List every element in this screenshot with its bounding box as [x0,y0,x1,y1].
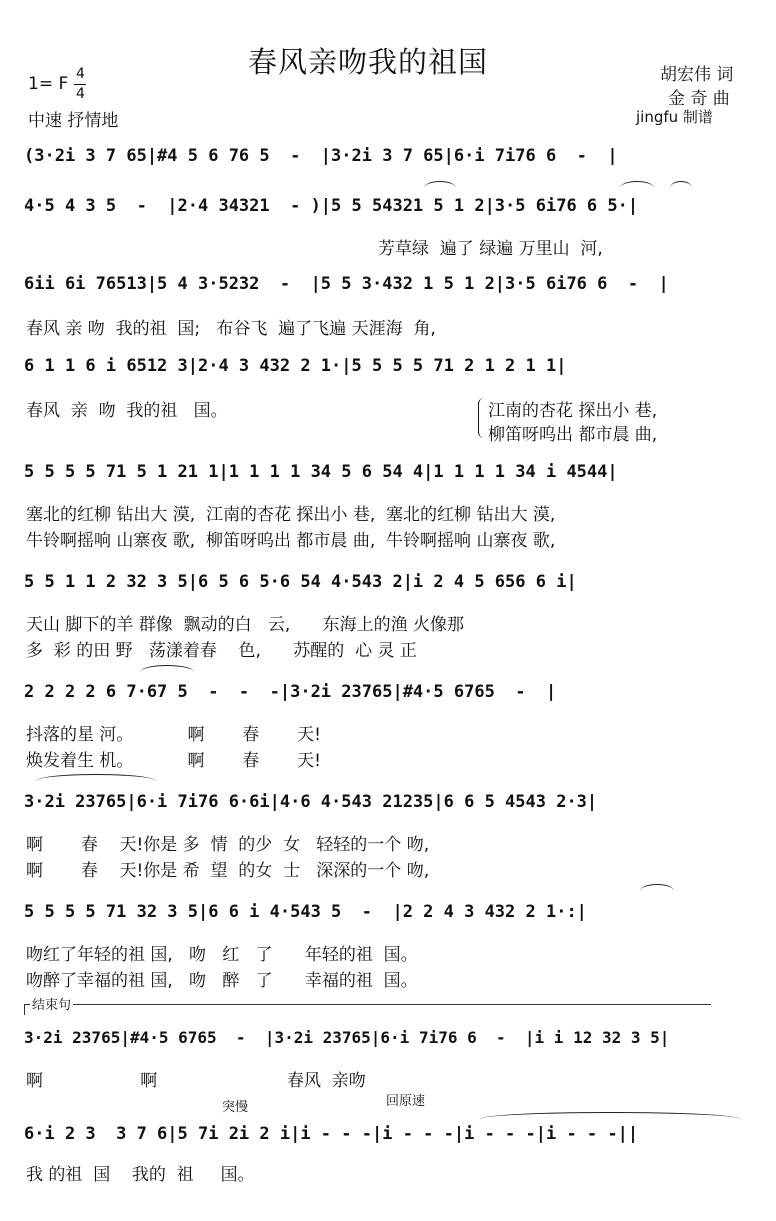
system-8-lyrics-1: 啊 春 天!你是 多 情 的少 女 轻轻的一个 吻, [26,835,430,855]
system-6-notes: 5 5 1 1 2 32 3 5|6 5 6 5·6 54 4·543 2|i 2 4 5 656 6 i| [24,572,577,592]
system-4-lyrics-1: 春风 亲 吻 我的祖 国。 [26,401,228,421]
slowdown-marking: 突慢 [222,1100,249,1115]
a-tempo-marking: 回原速 [386,1094,426,1109]
system-2-notes: 4·5 4 3 5 - |2·4 34321 - )|5 5 54321 5 1 2|3·5 6i76 6 5·| [24,196,639,216]
system-9-notes: 5 5 5 5 71 32 3 5|6 6 i 4·543 5 - |2 2 4 3 432 2 1·:| [24,902,587,922]
ending-section-label: 结束句 [30,994,73,1013]
time-signature-numerator: 4 [76,66,85,82]
system-7-lyrics-1: 抖落的星 河。 啊 春 天! [26,725,321,745]
system-8-lyrics-2: 啊 春 天!你是 希 望 的女 士 深深的一个 吻, [26,861,430,881]
system-4-lyrics-3: 柳笛呀呜出 都市晨 曲, [488,425,658,445]
slur-mark [140,665,194,672]
ending-section-bracket [24,1004,711,1015]
system-8-notes: 3·2i 23765|6·i 7i76 6·6i|4·6 4·543 21235|6 6 5 4543 2·3| [24,792,598,812]
key-signature: 1= F [28,74,69,94]
system-5-lyrics-2: 牛铃啊摇响 山寨夜 歌, 柳笛呀呜出 都市晨 曲, 牛铃啊摇响 山寨夜 歌, [26,531,556,551]
composer-credit: 金 奇 曲 [668,89,730,109]
time-signature-divider [74,84,86,85]
lyricist-credit: 胡宏伟 词 [660,65,734,85]
song-title: 春风亲吻我的祖国 [248,45,489,79]
system-2-lyrics-1: 芳草绿 遍了 绿遍 万里山 河, [378,239,603,259]
system-4-verse-brace [478,398,485,438]
system-10-lyrics-1: 啊 啊 春风 亲吻 [26,1071,366,1091]
system-3-notes: 6ii 6i 76513|5 4 3·5232 - |5 5 3·432 1 5 1 2|3·5 6i76 6 - | [24,274,669,294]
slur-mark [620,181,654,188]
arranger-credit: jingfu 制谱 [636,108,713,126]
slur-mark [424,181,456,188]
tempo-marking: 中速 抒情地 [28,111,119,131]
slur-mark [36,774,156,781]
system-7-lyrics-2: 焕发着生 机。 啊 春 天! [26,751,321,771]
system-9-lyrics-1: 吻红了年轻的祖 国, 吻 红 了 年轻的祖 国。 [26,945,418,965]
system-6-lyrics-2: 多 彩 的田 野 荡漾着春 色, 苏醒的 心 灵 正 [26,641,417,661]
system-4-notes: 6 1 1 6 i 6512 3|2·4 3 432 2 1·|5 5 5 5 71 2 1 2 1 1| [24,356,567,376]
system-5-notes: 5 5 5 5 71 5 1 21 1|1 1 1 1 34 5 6 54 4|1 1 1 1 34 i 4544| [24,462,618,482]
system-11-notes: 6·i 2 3 3 7 6|5 7i 2i 2 i|i - - -|i - - -|i - - -|i - - -|| [24,1124,639,1144]
slur-mark [480,1112,740,1119]
system-5-lyrics-1: 塞北的红柳 钻出大 漠, 江南的杏花 探出小 巷, 塞北的红柳 钻出大 漠, [26,505,556,525]
slur-mark [640,884,674,891]
time-signature-denominator: 4 [76,86,85,102]
system-6-lyrics-1: 天山 脚下的羊 群像 飘动的白 云, 东海上的渔 火像那 [26,615,465,635]
system-3-lyrics-1: 春风 亲 吻 我的祖 国; 布谷飞 遍了飞遍 天涯海 角, [26,319,436,339]
system-7-notes: 2 2 2 2 6 7·67 5 - - -|3·2i 23765|#4·5 6765 - | [24,682,557,702]
system-10-notes: 3·2i 23765|#4·5 6765 - |3·2i 23765|6·i 7i76 6 - |i i 12 32 3 5| [24,1028,670,1047]
system-9-lyrics-2: 吻醉了幸福的祖 国, 吻 醉 了 幸福的祖 国。 [26,971,418,991]
slur-mark [670,181,692,188]
system-11-lyrics-1: 我 的祖 国 我的 祖 国。 [26,1165,255,1185]
system-1-notes: (3·2i 3 7 65|#4 5 6 76 5 - |3·2i 3 7 65|6·i 7i76 6 - | [24,146,618,166]
system-4-lyrics-2: 江南的杏花 探出小 巷, [488,401,658,421]
